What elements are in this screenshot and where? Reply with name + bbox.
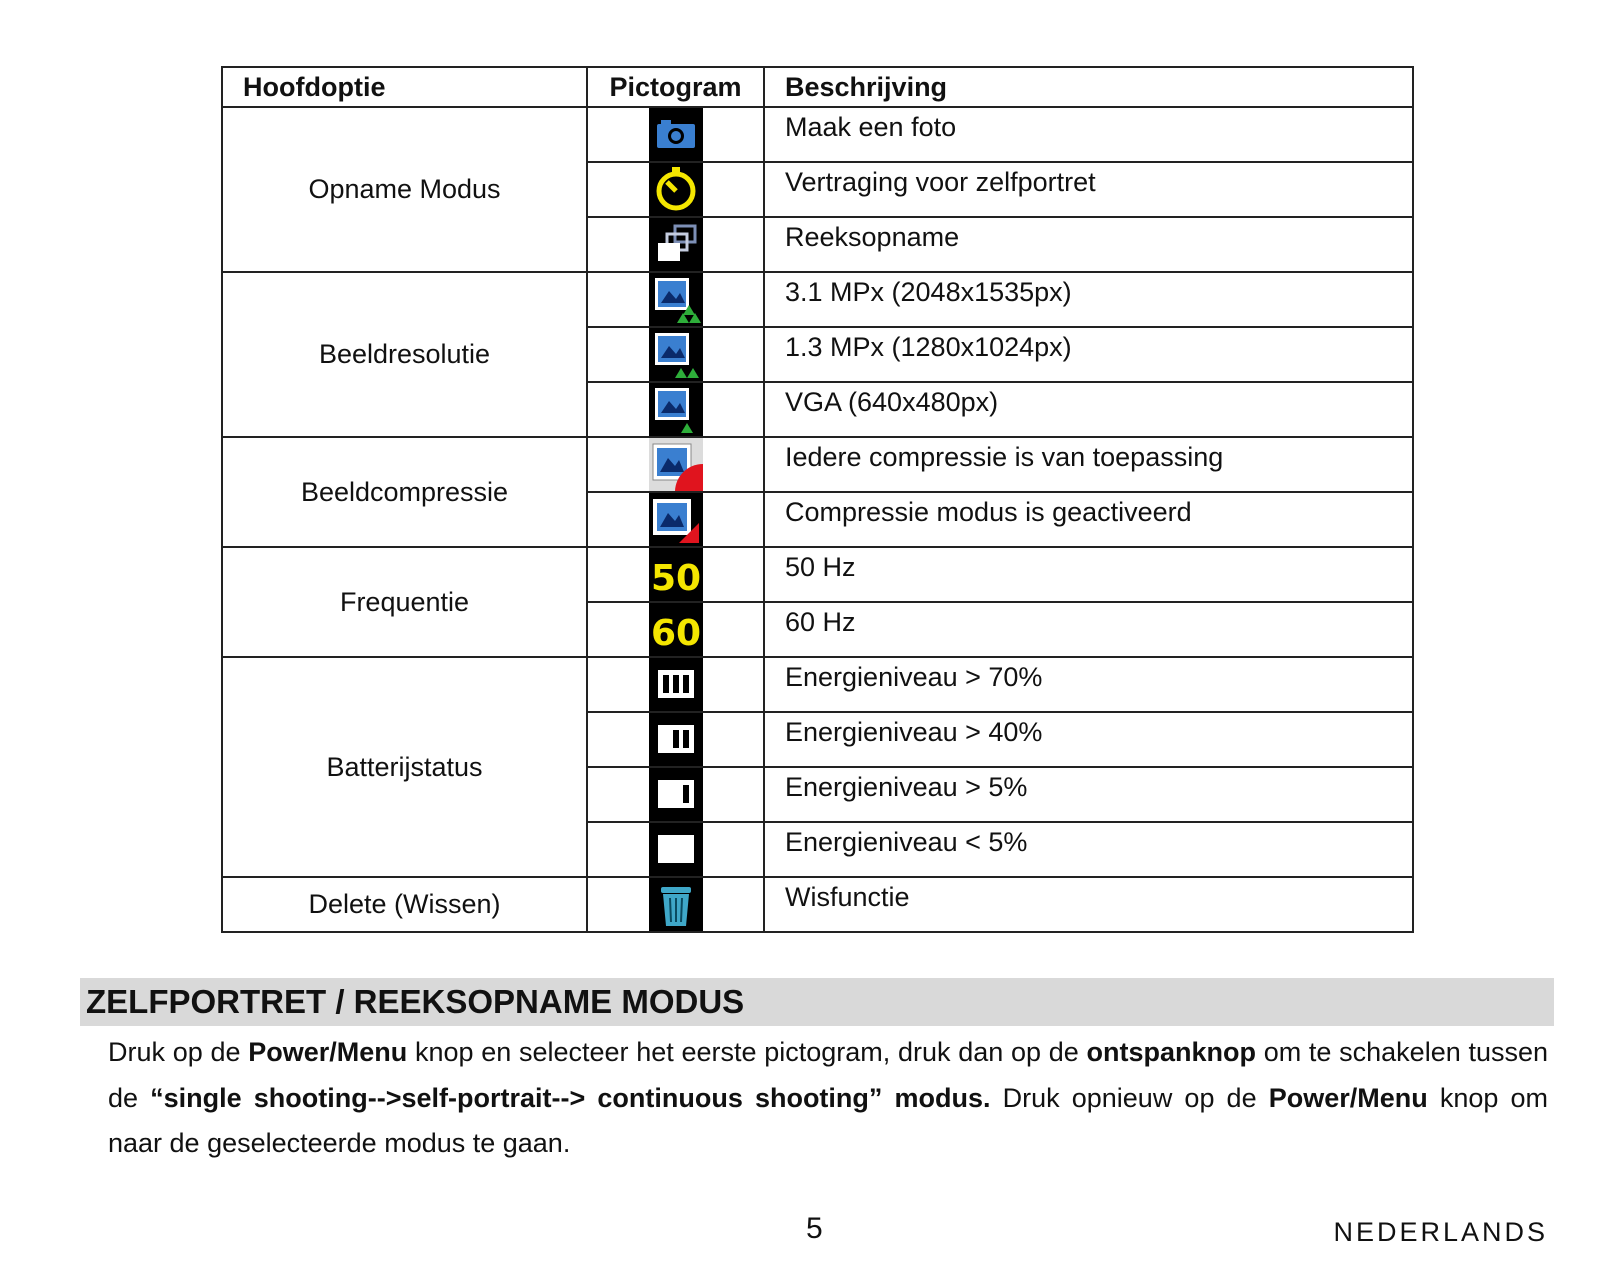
paragraph-text: knop en selecteer het eerste pictogram, druk dan op de — [407, 1037, 1087, 1067]
main-option-capture-mode: Opname Modus — [222, 107, 587, 272]
paragraph-bold-power-menu-2: Power/Menu — [1268, 1082, 1428, 1113]
trash-icon — [649, 878, 703, 931]
page-number: 5 — [806, 1212, 823, 1245]
paragraph-bold-shutter: ontspanknop — [1086, 1037, 1256, 1067]
description: Compressie modus is geactiveerd — [764, 492, 1413, 547]
paragraph-text: knop om naar de geselecteerde modus te gaan. — [108, 1082, 1548, 1158]
battery-two-thirds-icon — [649, 713, 703, 766]
table-row — [222, 107, 1413, 162]
resolution-1mp-icon — [649, 328, 703, 381]
main-option-frequency: Frequentie — [222, 547, 587, 657]
description: Iedere compressie is van toepassing — [764, 437, 1413, 492]
menu-options-table — [221, 66, 1414, 933]
paragraph-text: Druk opnieuw op de — [990, 1082, 1269, 1113]
description: Wisfunctie — [764, 877, 1413, 932]
table-row — [222, 547, 1413, 602]
burst-mode-icon — [649, 218, 703, 271]
header-icon: Pictogram — [587, 67, 764, 107]
table-row — [222, 877, 1413, 932]
description: 60 Hz — [764, 602, 1413, 657]
description: 3.1 MPx (2048x1535px) — [764, 272, 1413, 327]
section-heading: ZELFPORTRET / REEKSOPNAME MODUS — [80, 978, 1554, 1026]
section-paragraph — [108, 1030, 1548, 1167]
main-option-compression: Beeldcompressie — [222, 437, 587, 547]
self-timer-icon — [649, 163, 703, 216]
description: Energieniveau > 40% — [764, 712, 1413, 767]
main-option-resolution: Beeldresolutie — [222, 272, 587, 437]
resolution-vga-icon — [649, 383, 703, 436]
language-label: NEDERLANDS — [1333, 1217, 1548, 1247]
description: Energieniveau < 5% — [764, 822, 1413, 877]
main-option-battery: Batterijstatus — [222, 657, 587, 877]
table-row — [222, 272, 1413, 327]
main-option-delete: Delete (Wissen) — [222, 877, 587, 932]
frequency-50-icon — [649, 548, 703, 601]
battery-full-icon — [649, 658, 703, 711]
table-row — [222, 437, 1413, 492]
compression-fine-icon — [649, 438, 703, 491]
paragraph-bold-modes: “single shooting-->self-portrait--> continuous shooting” modus. — [150, 1082, 991, 1113]
description: 50 Hz — [764, 547, 1413, 602]
paragraph-bold-power-menu: Power/Menu — [248, 1037, 408, 1067]
description: Energieniveau > 70% — [764, 657, 1413, 712]
resolution-3mp-icon — [649, 273, 703, 326]
table-header-row — [222, 67, 1413, 107]
camera-icon — [649, 108, 703, 161]
paragraph-text: Druk op de — [108, 1037, 249, 1067]
frequency-50-label: 50 — [650, 558, 701, 599]
paragraph-text: om te schakelen tussen de — [108, 1037, 1548, 1113]
description: VGA (640x480px) — [764, 382, 1413, 437]
header-main-option: Hoofdoptie — [222, 67, 587, 107]
battery-empty-icon — [649, 823, 703, 876]
frequency-60-icon — [649, 603, 703, 656]
description: 1.3 MPx (1280x1024px) — [764, 327, 1413, 382]
description: Reeksopname — [764, 217, 1413, 272]
compression-normal-icon — [649, 493, 703, 546]
battery-one-third-icon — [649, 768, 703, 821]
description: Maak een foto — [764, 107, 1413, 162]
frequency-60-label: 60 — [650, 613, 701, 654]
header-description: Beschrijving — [764, 67, 1413, 107]
table-row — [222, 657, 1413, 712]
description: Vertraging voor zelfportret — [764, 162, 1413, 217]
description: Energieniveau > 5% — [764, 767, 1413, 822]
